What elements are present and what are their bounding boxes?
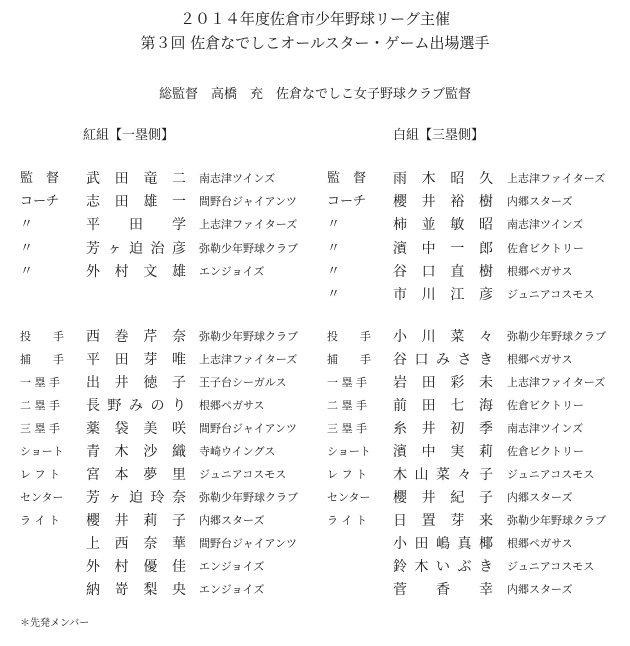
player-club: 内郷スターズ: [507, 491, 573, 504]
player-name: 外 村 優 佳: [86, 559, 186, 575]
white_team-player-row: [0, 534, 630, 554]
staff-role: 〃: [20, 240, 34, 256]
player-club: 王子台シーガルス: [199, 376, 287, 389]
white_team-player-row: [0, 419, 630, 439]
player-club: 内郷スターズ: [507, 583, 573, 596]
footnote: ＊先発メンバー: [20, 618, 90, 629]
player-position: 一 塁 手: [327, 376, 367, 389]
player-position: ショート: [20, 445, 64, 458]
player-name: 出 井 徳 子: [86, 375, 186, 391]
player-club: 佐倉ビクトリー: [507, 399, 584, 412]
staff-role: 〃: [327, 240, 341, 256]
player-club: 弥勒少年野球クラブ: [507, 514, 606, 527]
player-club: 根郷ペガサス: [199, 399, 265, 412]
player-name: 薬 袋 美 咲: [86, 421, 186, 437]
staff-club: 南志津ツインズ: [199, 172, 276, 185]
player-club: ジュニアコスモス: [507, 560, 595, 573]
player-club: 上志津ファイターズ: [507, 376, 606, 389]
player-club: 弥勒少年野球クラブ: [507, 330, 606, 343]
player-position: センター: [327, 491, 371, 504]
player-position: 投 手: [327, 330, 371, 343]
staff-name: 雨 木 昭 久: [393, 171, 493, 187]
title-line-1: ２０１４年度佐倉市少年野球リーグ主催: [179, 10, 450, 28]
player-name: 長 野 み の り: [86, 398, 186, 414]
white_team-player-row: [0, 511, 630, 531]
staff-name: 柿 並 敏 昭: [393, 217, 493, 234]
player-name: 谷 口 み さ き: [393, 352, 493, 368]
player-name: 西 巻 芹 奈: [86, 329, 186, 345]
staff-name: 濱 中 一 郎: [393, 240, 493, 257]
staff-club: 根郷ペガサス: [507, 264, 573, 278]
player-club: 内郷スターズ: [199, 514, 265, 527]
player-name: 櫻 井 莉 子: [86, 513, 186, 529]
staff-role: コーチ: [20, 194, 60, 210]
player-position: ショート: [327, 445, 371, 458]
white-team-heading: 白組【三塁側】: [393, 128, 485, 143]
player-club: エンジョイズ: [199, 583, 265, 596]
staff-name: 外 村 文 雄: [86, 263, 186, 280]
player-name: 鈴 木 い ぶ き: [393, 559, 493, 575]
player-name: 櫻 井 紀 子: [393, 490, 493, 506]
staff-role: 〃: [20, 217, 34, 233]
player-position: 捕 手: [20, 353, 64, 366]
staff-club: エンジョイズ: [199, 264, 265, 278]
staff-name: 櫻 井 裕 樹: [393, 194, 493, 211]
player-club: 根郷ペガサス: [507, 537, 573, 550]
player-club: ジュニアコスモス: [507, 468, 595, 481]
player-name: 菅 香 幸: [393, 582, 493, 598]
staff-name: 谷 口 直 樹: [393, 263, 493, 280]
white_team-staff-row: [0, 262, 630, 282]
white_team-staff-row: [0, 239, 630, 259]
staff-club: 間野台ジャイアンツ: [199, 195, 298, 209]
player-position: センター: [20, 491, 64, 504]
staff-name: 市 川 江 彦: [393, 287, 493, 303]
staff-club: 上志津ファイターズ: [199, 218, 298, 232]
white_team-player-row: [0, 327, 630, 347]
player-position: レ フ ト: [20, 468, 60, 481]
player-club: 寺崎ウイングス: [199, 445, 276, 458]
white_team-player-row: [0, 465, 630, 485]
player-name: 青 木 沙 織: [86, 444, 186, 460]
white_team-staff-row: [0, 215, 630, 235]
staff-club: 内郷スターズ: [507, 195, 573, 209]
player-position: 一 塁 手: [20, 376, 60, 389]
red-team-heading: 紅組【一塁側】: [83, 128, 175, 143]
player-name: 納 嵜 梨 央: [86, 582, 186, 598]
player-name: 宮 本 夢 里: [86, 467, 186, 483]
player-name: 濱 中 実 莉: [393, 444, 493, 460]
player-name: 岩 田 彩 未: [393, 375, 493, 391]
player-name: 平 田 芽 唯: [86, 352, 186, 368]
staff-role: 監 督: [20, 171, 60, 186]
staff-role: 〃: [327, 287, 341, 302]
player-name: 小 田 嶋 真 椰: [393, 536, 493, 552]
player-name: 前 田 七 海: [393, 398, 493, 414]
staff-club: 弥勒少年野球クラブ: [199, 241, 298, 255]
player-club: 根郷ペガサス: [507, 353, 573, 366]
staff-role: コーチ: [327, 194, 367, 210]
head-supervisor: 総監督 高橋 充 佐倉なでしこ女子野球クラブ監督: [158, 87, 471, 102]
player-club: 上志津ファイターズ: [199, 353, 298, 366]
player-club: 間野台ジャイアンツ: [199, 422, 298, 435]
player-name: 木 山 菜 々 子: [393, 467, 493, 483]
player-club: エンジョイズ: [199, 560, 265, 573]
staff-role: 監 督: [327, 171, 367, 186]
white_team-staff-row: [0, 169, 630, 189]
player-position: ラ イ ト: [327, 514, 367, 527]
staff-name: 平 田 学: [86, 217, 186, 234]
player-position: 投 手: [20, 330, 64, 343]
player-position: 三 塁 手: [20, 422, 60, 435]
title-line-2: 第３回 佐倉なでしこオールスター・ゲーム出場選手: [140, 34, 490, 52]
staff-club: ジュニアコスモス: [507, 288, 595, 301]
player-club: 佐倉ビクトリー: [507, 445, 584, 458]
white_team-staff-row: [0, 192, 630, 212]
player-position: ラ イ ト: [20, 514, 60, 527]
player-club: 弥勒少年野球クラブ: [199, 491, 298, 504]
white_team-player-row: [0, 442, 630, 462]
staff-club: 上志津ファイターズ: [507, 172, 606, 185]
player-position: 二 塁 手: [327, 399, 367, 412]
player-name: 芳 ヶ 迫 玲 奈: [86, 490, 186, 506]
staff-club: 南志津ツインズ: [507, 218, 584, 232]
white_team-player-row: [0, 373, 630, 393]
player-name: 上 西 奈 華: [86, 536, 186, 552]
player-position: レ フ ト: [327, 468, 367, 481]
player-position: 三 塁 手: [327, 422, 367, 435]
white_team-player-row: [0, 580, 630, 600]
player-club: 弥勒少年野球クラブ: [199, 330, 298, 343]
player-club: 間野台ジャイアンツ: [199, 537, 298, 550]
white_team-player-row: [0, 396, 630, 416]
white_team-player-row: [0, 350, 630, 370]
white_team-player-row: [0, 488, 630, 508]
player-name: 日 置 芽 来: [393, 513, 493, 529]
staff-name: 芳 ヶ 迫 治 彦: [86, 240, 186, 257]
white_team-staff-row: [0, 285, 630, 305]
staff-role: 〃: [327, 217, 341, 233]
staff-name: 武 田 竜 二: [86, 171, 186, 187]
staff-club: 佐倉ビクトリー: [507, 241, 584, 255]
white_team-player-row: [0, 557, 630, 577]
staff-role: 〃: [20, 263, 34, 279]
player-club: 南志津ツインズ: [507, 422, 584, 435]
staff-name: 志 田 雄 一: [86, 194, 186, 211]
staff-role: 〃: [327, 263, 341, 279]
player-position: 捕 手: [327, 353, 371, 366]
player-club: ジュニアコスモス: [199, 468, 287, 481]
player-name: 糸 井 初 季: [393, 421, 493, 437]
player-position: 二 塁 手: [20, 399, 60, 412]
player-name: 小 川 菜 々: [393, 329, 493, 345]
